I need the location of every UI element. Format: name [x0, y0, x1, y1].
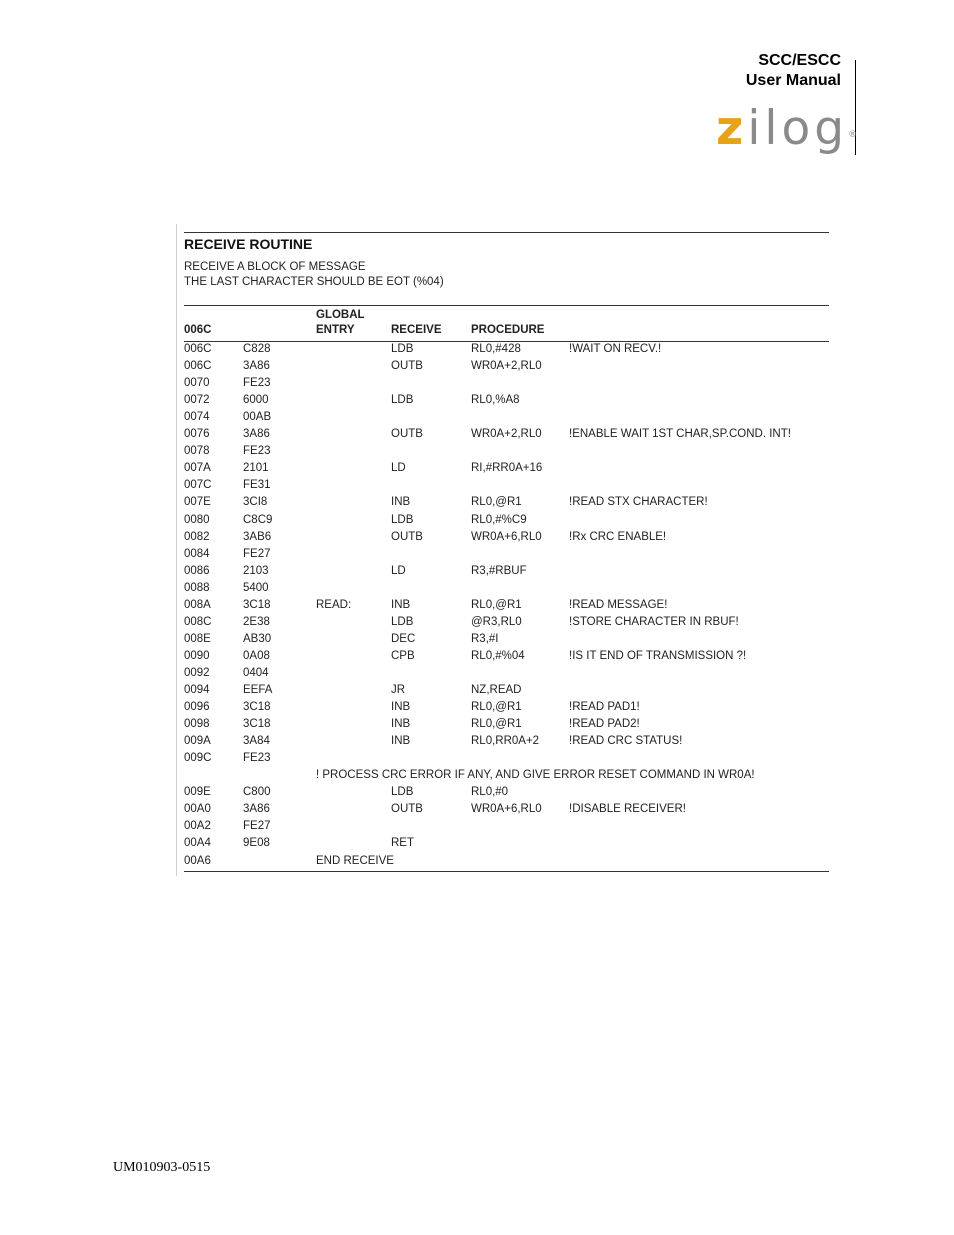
row-operand: RI,#RR0A+16 [471, 462, 543, 475]
row-code: 0404 [243, 666, 269, 679]
logo-rest: ilog [747, 101, 849, 156]
row-opcode: OUTB [391, 428, 423, 441]
row-opcode: LDB [391, 786, 414, 799]
row-opcode: INB [391, 598, 411, 611]
row-opcode: OUTB [391, 360, 423, 373]
header-top-rule [184, 305, 829, 306]
header-doc-type: User Manual [745, 72, 841, 89]
row-address: 0094 [184, 684, 210, 696]
row-opcode: INB [391, 701, 411, 714]
row-code: C828 [243, 343, 271, 355]
row-operand: RL0,@R1 [471, 701, 522, 714]
row-comment: !STORE CHARACTER IN RBUF! [569, 615, 739, 628]
row-operand: WR0A+2,RL0 [471, 360, 542, 373]
row-opcode: LDB [391, 394, 414, 407]
column-entry: ENTRY [316, 324, 355, 336]
row-code: FE23 [243, 445, 271, 458]
row-opcode: LDB [391, 343, 414, 355]
row-address: 00A4 [184, 837, 211, 850]
row-comment: !DISABLE RECEIVER! [569, 803, 686, 816]
column-procedure: PROCEDURE [471, 324, 545, 336]
row-operand: R3,#RBUF [471, 564, 527, 577]
row-address: 0086 [184, 564, 210, 577]
row-operand: RL0,%A8 [471, 394, 520, 407]
column-global: GLOBAL [316, 309, 365, 321]
row-code: 3AB6 [243, 530, 272, 543]
row-operand: RL0,@R1 [471, 598, 522, 611]
row-operand: RL0,#%C9 [471, 513, 527, 526]
row-operand: @R3,RL0 [471, 615, 522, 628]
row-opcode: JR [391, 684, 406, 696]
row-address: 0072 [184, 394, 210, 407]
row-comment: !READ MESSAGE! [569, 598, 668, 611]
row-opcode: DEC [391, 632, 416, 645]
row-opcode: LD [391, 462, 406, 475]
row-opcode: LDB [391, 513, 414, 526]
row-operand: RL0,@R1 [471, 718, 522, 731]
row-address: 006C [184, 360, 212, 373]
row-opcode: RET [391, 837, 414, 850]
row-label: END RECEIVE [316, 854, 394, 867]
row-code: FE27 [243, 547, 271, 560]
header-bottom-rule [184, 341, 829, 342]
row-comment: !WAIT ON RECV.! [569, 343, 662, 355]
row-operand: RL0,RR0A+2 [471, 735, 540, 748]
row-address: 006C [184, 343, 212, 355]
row-address: 0090 [184, 649, 210, 662]
row-operand: WR0A+2,RL0 [471, 428, 542, 441]
row-address: 008A [184, 598, 211, 611]
row-code: EEFA [243, 684, 273, 696]
row-address: 0070 [184, 377, 210, 390]
row-code: 3CI8 [243, 496, 268, 509]
bottom-rule [184, 871, 829, 872]
row-code: FE23 [243, 377, 271, 390]
row-opcode: INB [391, 496, 411, 509]
row-code: C8C9 [243, 513, 273, 526]
listing-title: RECEIVE ROUTINE [184, 236, 313, 252]
column-address: 006C [184, 324, 212, 336]
row-operand: WR0A+6,RL0 [471, 530, 542, 543]
row-comment: !READ PAD2! [569, 718, 640, 731]
listing-subtitle-1: RECEIVE A BLOCK OF MESSAGE [184, 261, 366, 273]
row-address: 008C [184, 615, 212, 628]
row-address: 00A2 [184, 820, 211, 833]
row-code: 6000 [243, 394, 269, 407]
row-comment: !READ CRC STATUS! [569, 735, 683, 748]
row-address: 0074 [184, 411, 210, 424]
row-address: 007C [184, 479, 212, 492]
row-comment: !Rx CRC ENABLE! [569, 530, 667, 543]
row-address: 009E [184, 786, 211, 799]
row-address: 0098 [184, 718, 210, 731]
row-address: 0084 [184, 547, 210, 560]
row-code: 3A86 [243, 360, 270, 373]
row-code: AB30 [243, 632, 272, 645]
footer-doc-number: UM010903-0515 [113, 1160, 211, 1175]
row-address: 0096 [184, 701, 210, 714]
row-opcode: LD [391, 564, 406, 577]
row-comment: !IS IT END OF TRANSMISSION ?! [569, 649, 747, 662]
row-address: 0078 [184, 445, 210, 458]
zilog-logo [716, 103, 857, 155]
row-operand: RL0,#428 [471, 343, 521, 355]
row-label: ! PROCESS CRC ERROR IF ANY, AND GIVE ERROR RESET COMMAND IN WR0A! [316, 769, 755, 782]
header-product: SCC/ESCC [758, 52, 841, 69]
row-code: FE23 [243, 752, 271, 765]
row-label: READ: [316, 598, 352, 611]
row-opcode: LDB [391, 615, 414, 628]
row-address: 0082 [184, 530, 210, 543]
row-comment: !READ PAD1! [569, 701, 640, 714]
row-address: 0088 [184, 581, 210, 594]
row-comment: !READ STX CHARACTER! [569, 496, 708, 509]
row-address: 009C [184, 752, 212, 765]
row-operand: WR0A+6,RL0 [471, 803, 542, 816]
row-code: 00AB [243, 411, 272, 424]
row-operand: RL0,#%04 [471, 649, 525, 662]
row-code: 3C18 [243, 701, 271, 714]
logo-z: z [716, 101, 748, 156]
row-code: 9E08 [243, 837, 270, 850]
row-operand: RL0,@R1 [471, 496, 522, 509]
row-opcode: INB [391, 735, 411, 748]
row-address: 0076 [184, 428, 210, 441]
row-operand: NZ,READ [471, 684, 522, 696]
row-address: 0092 [184, 666, 210, 679]
row-operand: R3,#I [471, 632, 499, 645]
logo-registered-mark: ® [848, 130, 858, 140]
row-code: 3A86 [243, 428, 270, 441]
row-address: 007A [184, 462, 211, 475]
row-code: 3C18 [243, 718, 271, 731]
row-code: 0A08 [243, 649, 270, 662]
row-opcode: INB [391, 718, 411, 731]
row-address: 009A [184, 735, 211, 748]
row-comment: !ENABLE WAIT 1ST CHAR,SP.COND. INT! [569, 428, 791, 441]
row-code: 2E38 [243, 615, 270, 628]
row-code: FE27 [243, 820, 271, 833]
row-address: 00A0 [184, 803, 211, 816]
row-code: 3A84 [243, 735, 270, 748]
row-address: 00A6 [184, 854, 211, 867]
column-receive: RECEIVE [391, 324, 442, 336]
row-code: C800 [243, 786, 271, 799]
row-code: 5400 [243, 581, 269, 594]
top-rule [184, 232, 829, 233]
receive-routine-listing [176, 224, 832, 876]
row-code: 3A86 [243, 803, 270, 816]
row-opcode: CPB [391, 649, 415, 662]
row-opcode: OUTB [391, 803, 423, 816]
row-code: 3C18 [243, 598, 271, 611]
row-address: 007E [184, 496, 211, 509]
row-address: 008E [184, 632, 211, 645]
row-operand: RL0,#0 [471, 786, 509, 799]
row-code: 2101 [243, 462, 269, 475]
row-code: FE31 [243, 479, 271, 492]
row-code: 2103 [243, 564, 269, 577]
listing-subtitle-2: THE LAST CHARACTER SHOULD BE EOT (%04) [184, 276, 444, 288]
row-opcode: OUTB [391, 530, 423, 543]
row-address: 0080 [184, 513, 210, 526]
